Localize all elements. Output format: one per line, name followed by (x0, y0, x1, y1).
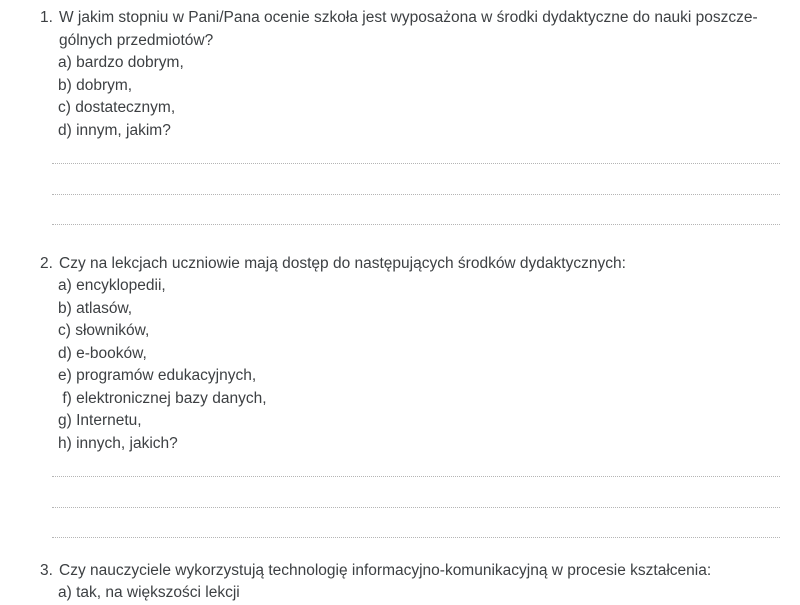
question-3-number: 3. (40, 562, 53, 579)
question-3 (0, 559, 800, 605)
question-2 (0, 252, 800, 538)
question-1-text-line2: gólnych przedmiotów? (59, 32, 214, 49)
question-3-text: Czy nauczyciele wykorzystują technologię informacyjno-komunikacyjną w procesie kształcenia: (59, 562, 712, 579)
question-2-option-h: h) innych, jakich? (58, 434, 178, 452)
question-1-header (40, 6, 780, 52)
question-1-answer-area (52, 142, 780, 225)
question-2-option-d: d) e-booków, (58, 344, 147, 362)
question-3-header (40, 559, 780, 582)
question-2-option-f: f) elektronicznej bazy danych, (58, 389, 267, 407)
question-1-option-c: c) dostatecznym, (58, 99, 176, 116)
answer-write-line (52, 164, 780, 195)
answer-write-line (52, 455, 780, 477)
question-3-option-a: a) tak, na większości lekcji (58, 584, 240, 601)
question-1 (0, 6, 800, 225)
question-2-option-b: b) atlasów, (58, 299, 133, 317)
answer-write-line (52, 142, 780, 164)
answer-write-line (52, 195, 780, 226)
question-2-header (40, 252, 780, 275)
question-1-text-line1: W jakim stopniu w Pani/Pana ocenie szkoła jest wyposażona w środki dydaktyczne do nauki poszcze- (59, 9, 758, 26)
question-2-option-g: g) Internetu, (58, 412, 142, 429)
question-2-number: 2. (40, 255, 53, 272)
question-2-option-a: a) encyklopedii, (58, 277, 166, 294)
question-2-option-c: c) słowników, (58, 322, 150, 339)
answer-write-line (52, 477, 780, 508)
question-2-text: Czy na lekcjach uczniowie mają dostęp do następujących środków dydaktycznych: (59, 255, 626, 272)
answer-write-line (52, 508, 780, 539)
question-1-option-a: a) bardzo dobrym, (58, 54, 184, 71)
question-1-number: 1. (40, 9, 53, 26)
question-2-answer-area (52, 455, 780, 538)
question-1-option-d: d) innym, jakim? (58, 121, 171, 139)
question-1-option-b: b) dobrym, (58, 76, 133, 94)
question-2-option-e: e) programów edukacyjnych, (58, 367, 257, 384)
question-1-text (59, 6, 780, 52)
